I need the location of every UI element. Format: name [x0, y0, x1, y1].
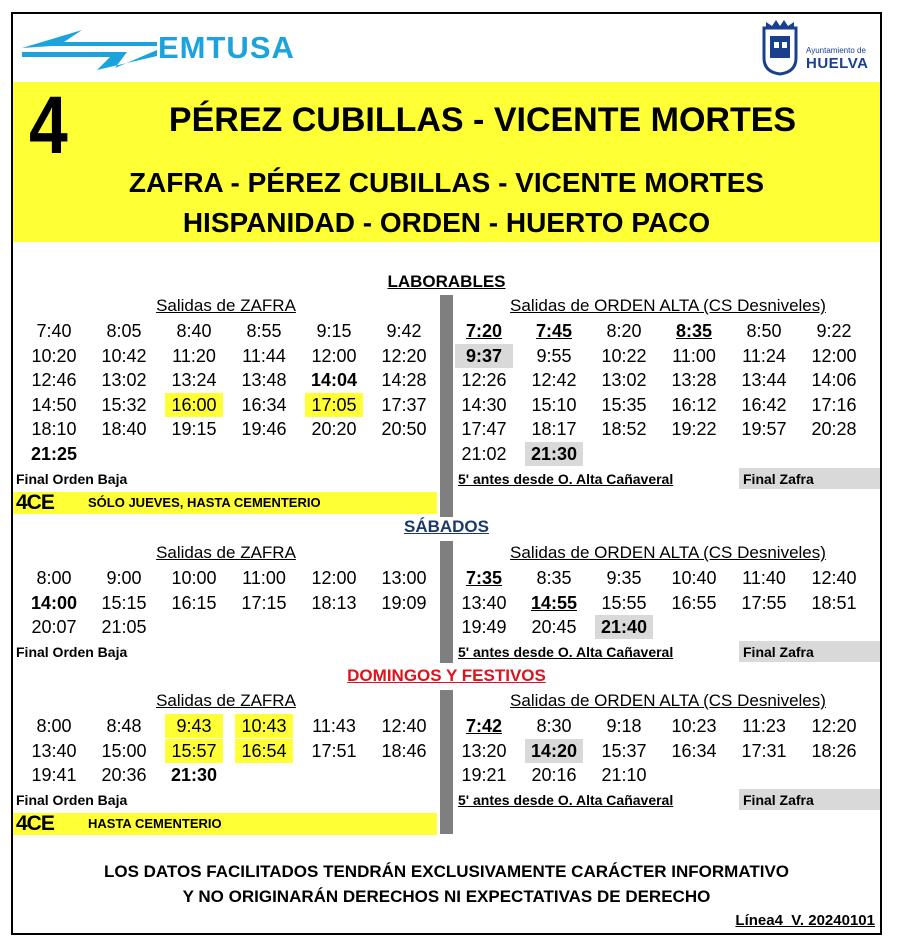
antes-note: 5' antes desde O. Alta Cañaveral — [458, 644, 674, 660]
departure-time: 14:50 — [31, 394, 77, 415]
departure-time: 10:22 — [601, 345, 647, 366]
departure-time: 8:48 — [106, 716, 142, 736]
departure-time: 7:20 — [465, 321, 503, 341]
departure-time: 13:20 — [461, 740, 507, 761]
departure-time: 11:20 — [172, 345, 216, 366]
departure-time: 17:05 — [305, 393, 363, 417]
departure-time: 8:20 — [606, 321, 642, 341]
departure-time: 15:00 — [101, 740, 147, 761]
departure-time: 15:10 — [531, 394, 577, 415]
departure-time: 11:40 — [742, 568, 786, 588]
departure-time: 12:20 — [381, 345, 427, 366]
departure-time: 12:00 — [311, 568, 357, 588]
departure-time: 10:23 — [671, 716, 717, 736]
departure-time: 8:30 — [536, 716, 572, 736]
departure-time: 14:20 — [525, 739, 583, 763]
departure-time: 10:20 — [31, 345, 77, 366]
departure-time: 19:15 — [171, 419, 217, 440]
departure-time: 13:40 — [461, 592, 507, 613]
departure-time: 16:34 — [671, 740, 717, 761]
departure-time: 17:55 — [741, 592, 787, 613]
orden-departures-heading: Salidas de ORDEN ALTA (CS Desniveles) — [510, 296, 826, 315]
departure-time: 21:02 — [461, 444, 507, 464]
departure-time: 21:10 — [601, 765, 647, 786]
departure-time: 19:22 — [671, 419, 717, 440]
departure-time: 21:05 — [101, 617, 147, 638]
disclaimer-line2: Y NO ORIGINARÁN DERECHOS NI EXPECTATIVAS DE DERECHO — [182, 887, 711, 906]
departure-time: 9:22 — [816, 321, 852, 341]
route-stops-line1: ZAFRA - PÉREZ CUBILLAS - VICENTE MORTES — [128, 167, 765, 198]
4ce-code: 4CE — [16, 491, 54, 514]
departure-time: 16:12 — [671, 394, 717, 415]
column-divider — [440, 541, 453, 663]
departure-time: 17:51 — [311, 740, 357, 761]
departure-time: 12:40 — [811, 568, 857, 588]
departure-time: 18:13 — [311, 592, 357, 613]
departure-time: 13:24 — [171, 370, 217, 391]
departure-time: 12:00 — [311, 345, 357, 366]
departure-time: 8:40 — [176, 321, 212, 341]
departure-time: 15:37 — [601, 740, 647, 761]
departure-time: 11:00 — [672, 345, 716, 366]
departure-time: 18:26 — [811, 740, 857, 761]
departure-time: 8:00 — [36, 568, 72, 588]
section-title-laborables: LABORABLES — [387, 272, 506, 291]
city-label: HUELVA — [806, 55, 869, 72]
departure-time: 8:35 — [675, 321, 713, 341]
final-zafra-note: Final Zafra — [743, 792, 814, 808]
final-orden-baja-note: Final Orden Baja — [16, 792, 128, 808]
departure-time: 9:42 — [386, 321, 422, 341]
departure-time: 18:52 — [601, 419, 647, 440]
column-divider — [440, 690, 453, 834]
departure-time: 20:45 — [531, 617, 577, 638]
departure-time: 8:00 — [36, 716, 72, 736]
departure-time: 19:49 — [461, 617, 507, 638]
departure-time: 12:46 — [31, 370, 77, 391]
departure-time: 12:26 — [461, 370, 507, 391]
departure-time: 18:17 — [531, 419, 577, 440]
departure-time: 21:40 — [595, 615, 653, 639]
departure-time: 12:40 — [381, 716, 427, 736]
departure-time: 10:42 — [101, 345, 147, 366]
departure-time: 13:28 — [671, 370, 717, 391]
departure-time: 11:44 — [242, 345, 286, 366]
departure-time: 9:55 — [536, 345, 572, 366]
departure-time: 18:51 — [811, 592, 857, 613]
brand-name: EMTUSA — [158, 30, 295, 65]
departure-time: 11:23 — [742, 716, 786, 736]
departure-time: 9:43 — [165, 714, 223, 738]
departure-time: 11:00 — [242, 568, 286, 588]
4ce-note-domingos: HASTA CEMENTERIO — [88, 816, 222, 831]
departure-time: 21:30 — [170, 765, 218, 786]
departure-time: 11:43 — [312, 716, 356, 736]
departure-time: 17:16 — [811, 394, 857, 415]
final-zafra-note: Final Zafra — [743, 471, 814, 487]
departure-time: 19:41 — [31, 765, 77, 786]
departure-time: 19:57 — [741, 419, 787, 440]
departure-time: 13:02 — [601, 370, 647, 391]
departure-time: 9:35 — [606, 568, 642, 588]
departure-time: 15:57 — [165, 739, 223, 763]
departure-time: 18:10 — [31, 419, 77, 440]
4ce-note-laborables: SÓLO JUEVES, HASTA CEMENTERIO — [88, 495, 321, 510]
emtusa-logo-icon — [22, 26, 157, 72]
version-label: Línea4_V. 20240101 — [735, 912, 875, 929]
departure-time: 14:04 — [310, 370, 358, 391]
departure-time: 21:25 — [30, 444, 78, 464]
departure-time: 17:15 — [241, 592, 287, 613]
departure-time: 20:20 — [311, 419, 357, 440]
departure-time: 16:42 — [741, 394, 787, 415]
column-divider — [440, 295, 453, 517]
departure-time: 17:37 — [381, 394, 427, 415]
departure-time: 15:15 — [101, 592, 147, 613]
section-title-sabados: SÁBADOS — [403, 517, 489, 536]
departure-time: 7:45 — [535, 321, 573, 341]
departure-time: 19:46 — [241, 419, 287, 440]
departure-time: 14:28 — [381, 370, 427, 391]
departure-time: 13:48 — [241, 370, 287, 391]
zafra-departures-heading: Salidas de ZAFRA — [156, 296, 296, 315]
city-label-small: Ayuntamiento de — [806, 46, 866, 55]
departure-time: 17:31 — [741, 740, 787, 761]
disclaimer-line1: LOS DATOS FACILITADOS TENDRÁN EXCLUSIVAMENTE CARÁCTER INFORMATIVO — [103, 862, 790, 881]
antes-note: 5' antes desde O. Alta Cañaveral — [458, 792, 674, 808]
departure-time: 13:44 — [741, 370, 787, 391]
4ce-code: 4CE — [16, 812, 54, 835]
departure-time: 20:50 — [381, 419, 427, 440]
huelva-crest-icon — [758, 18, 802, 76]
departure-time: 12:20 — [811, 716, 857, 736]
departure-time: 10:00 — [171, 568, 217, 588]
departure-time: 17:47 — [461, 419, 507, 440]
departure-time: 15:32 — [101, 394, 147, 415]
departure-time: 10:43 — [235, 714, 293, 738]
4ce-bar — [13, 813, 437, 835]
departure-time: 13:02 — [101, 370, 147, 391]
departure-time: 14:30 — [461, 394, 507, 415]
departure-time: 19:21 — [461, 765, 507, 786]
departure-time: 7:42 — [465, 716, 503, 736]
departure-time: 9:15 — [316, 321, 352, 341]
departure-time: 8:55 — [246, 321, 282, 341]
departure-time: 20:07 — [31, 617, 77, 638]
departure-time: 8:50 — [746, 321, 782, 341]
departure-time: 14:00 — [30, 592, 78, 613]
zafra-departures-heading: Salidas de ZAFRA — [156, 691, 296, 710]
departure-time: 16:00 — [165, 393, 223, 417]
departure-time: 13:40 — [31, 740, 77, 761]
departure-time: 9:00 — [106, 568, 142, 588]
final-zafra-note: Final Zafra — [743, 644, 814, 660]
departure-time: 13:00 — [381, 568, 427, 588]
route-title: PÉREZ CUBILLAS - VICENTE MORTES — [168, 101, 797, 139]
orden-departures-heading: Salidas de ORDEN ALTA (CS Desniveles) — [510, 543, 826, 562]
departure-time: 18:46 — [381, 740, 427, 761]
departure-time: 12:00 — [811, 345, 857, 366]
departure-time: 16:54 — [235, 739, 293, 763]
antes-note: 5' antes desde O. Alta Cañaveral — [458, 471, 674, 487]
departure-time: 8:05 — [106, 321, 142, 341]
final-orden-baja-note: Final Orden Baja — [16, 471, 128, 487]
departure-time: 15:35 — [601, 394, 647, 415]
departure-time: 16:34 — [241, 394, 287, 415]
departure-time: 9:37 — [455, 344, 513, 368]
section-title-domingos: DOMINGOS Y FESTIVOS — [347, 666, 546, 685]
departure-time: 7:35 — [465, 568, 503, 588]
route-stops-line2: HISPANIDAD - ORDEN - HUERTO PACO — [182, 207, 711, 238]
departure-time: 20:16 — [531, 765, 577, 786]
departure-time: 11:24 — [742, 345, 786, 366]
departure-time: 19:09 — [381, 592, 427, 613]
departure-time: 21:30 — [525, 442, 583, 466]
departure-time: 12:42 — [531, 370, 577, 391]
departure-time: 20:28 — [811, 419, 857, 440]
departure-time: 7:40 — [36, 321, 72, 341]
departure-time: 14:55 — [530, 592, 578, 613]
zafra-departures-heading: Salidas de ZAFRA — [156, 543, 296, 562]
departure-time: 16:55 — [671, 592, 717, 613]
line-number: 4 — [29, 80, 68, 171]
orden-departures-heading: Salidas de ORDEN ALTA (CS Desniveles) — [510, 691, 826, 710]
departure-time: 18:40 — [101, 419, 147, 440]
departure-time: 20:36 — [101, 765, 147, 786]
departure-time: 15:55 — [601, 592, 647, 613]
departure-time: 16:15 — [171, 592, 217, 613]
departure-time: 9:18 — [606, 716, 642, 736]
departure-time: 14:06 — [811, 370, 857, 391]
departure-time: 8:35 — [536, 568, 572, 588]
final-orden-baja-note: Final Orden Baja — [16, 644, 128, 660]
departure-time: 10:40 — [671, 568, 717, 588]
